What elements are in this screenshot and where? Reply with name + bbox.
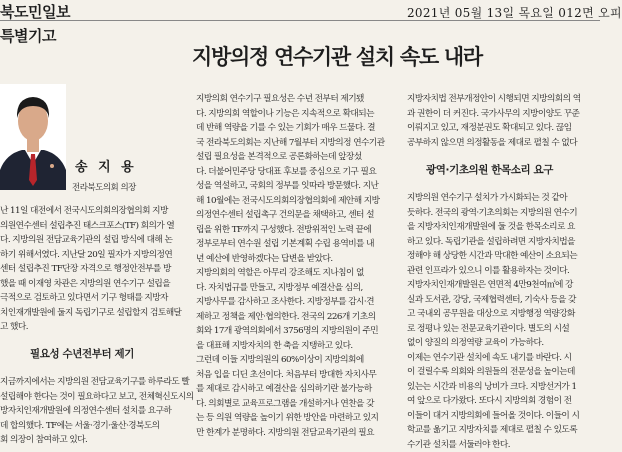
text-line: 정해야 해 상당한 시간과 막대한 예산이 소요되는 [407, 249, 600, 264]
text-line: 이 걸릴수록 의회와 의원들의 전문성을 높이는데 [407, 365, 600, 380]
text-line: 설립해야 한다는 것이 필요하다고 보고, 전체혁신도시의 [0, 390, 190, 405]
text-line: 을 지방자치인재개발원에 둘 것을 한목소리로 요 [407, 220, 600, 235]
text-line: 처음 입을 디딘 초선이다. 처음부터 방대한 자치사무 [196, 368, 401, 383]
text-line: 지방의회의 역할은 아무리 강조해도 지나침이 없 [196, 266, 401, 281]
text-line: 관련 인프라가 있으니 이를 활용하자는 것이다. [407, 264, 600, 279]
text-line: 제하고 정책을 제안·협의한다. 전국의 226개 기초의 [196, 310, 401, 325]
text-line: 를 제대로 감시하고 예결산을 심의하기란 불가능하 [196, 382, 401, 397]
text-line: 로 정평나 있는 전문교육기관이다. 별도의 시설 [407, 322, 600, 337]
text-line: 이들이 대거 지방의회에 들어올 것이다. 이들이 시 [407, 409, 600, 424]
portrait-photo-icon [0, 84, 66, 190]
text-line: 지금까지에서는 지방의원 전담교육기구를 하루라도 빨 [0, 375, 190, 390]
subheading-1: 필요성 수년전부터 제기 [30, 346, 134, 361]
dateline: 2021년 05월 13일 목요일 012면 오피 [407, 4, 622, 21]
byline [72, 156, 192, 193]
text-line: 실과 도서관, 강당, 국제협력센터, 기숙사 등을 갖 [407, 293, 600, 308]
text-line: 국 전라북도의회는 지난해 7월부터 지방의정 연수기관 [196, 136, 401, 151]
text-line: 지방자치인재개발원은 연면적 4만9천여㎡에 강 [407, 278, 600, 293]
text-line: 고 했다. [0, 320, 190, 335]
text-line: 다. 지방의회 역할이나 기능은 지속적으로 확대되는 [196, 107, 401, 122]
masthead [0, 0, 600, 21]
text-line: 이뤄지고 있고, 재정분권도 확대되고 있다. 끊임 [407, 121, 600, 136]
text-line: 년 예산에 반영하겠다는 답변을 받았다. [196, 252, 401, 267]
text-line: 다. 자치법규를 만들고, 지방정부 예결산을 심의, [196, 281, 401, 296]
portrait-photo [0, 84, 66, 190]
text-line: 지방의원 연수기구 설치가 가시화되는 것 같아 [407, 191, 600, 206]
text-line: 수기관 설치를 서둘러야 한다. [407, 438, 600, 452]
text-line: 센터 설립추진 TF단장 자격으로 행정안전부를 방 [0, 262, 190, 277]
headline: 지방의정 연수기관 설치 속도 내라 [192, 41, 482, 71]
text-line: 방자치인재개발원에 의정연수센터 설치를 요구하 [0, 404, 190, 419]
column-3 [407, 92, 600, 150]
text-line: 립을 위한 TF까지 구성했다. 전방위적인 노력 끝에 [196, 223, 401, 238]
column-1 [0, 204, 190, 335]
text-line: 학교를 옮기고 지방자치를 제대로 펼칠 수 있도록 [407, 423, 600, 438]
text-line: 을 대표해 지방자치의 한 축을 지탱하고 있다. [196, 339, 401, 354]
text-line: 는 등 의원 역량을 높이기 위한 방안을 마련하고 있지 [196, 411, 401, 426]
text-line: 과 권한이 더 커진다. 국가사무의 지방이양도 꾸준 [407, 107, 600, 122]
text-line: 회 의장이 참여하고 있다. [0, 433, 190, 448]
text-line: 데 합의했다. TF에는 서울·경기·울산·경북도의 [0, 419, 190, 434]
text-line: 정부로부터 연수원 설립 기본계획 수립 용역비를 내 [196, 237, 401, 252]
text-line: 지방사무를 감사하고 조사한다. 지방정부를 감시·견 [196, 295, 401, 310]
text-line: 만 한계가 분명하다. 지방의원 전담교육기관의 필요 [196, 426, 401, 441]
text-line: 의정연수센터 설립촉구 건의문을 채택하고, 센터 설 [196, 208, 401, 223]
subheading-2: 광역·기초의원 한목소리 요구 [426, 162, 553, 177]
text-line: 고 국내외 공무원을 대상으로 지방행정 역량강화 [407, 307, 600, 322]
text-line: 의원연수센터 설립추진 태스크포스(TF) 회의가 열 [0, 219, 190, 234]
text-line: 듯하다. 전국의 광역·기초의회는 지방의원 연수기 [407, 206, 600, 221]
text-line: 했을 때 이재영 차관은 지방의원 연수기구 설립을 [0, 277, 190, 292]
text-line: 다. 의회별로 교육프로그램을 개설하거나 연찬을 갖 [196, 397, 401, 412]
text-line: 극적으로 검토하고 있다면서 기구 형태를 지방자 [0, 291, 190, 306]
text-line: 지방자치법 전부개정안이 시행되면 지방의회의 역 [407, 92, 600, 107]
text-line: 하고 있다. 독립기관을 설립하려면 지방자치법을 [407, 235, 600, 250]
text-line: 다. 더불어민주당 당대표 후보를 중심으로 기구 필요 [196, 165, 401, 180]
text-line: 공부하지 않으면 의정활동을 제대로 펼칠 수 없다 [407, 136, 600, 151]
text-line: 난 11일 대전에서 전국시도의회의장협의회 지방 [0, 204, 190, 219]
author-role: 전라북도의회 의장 [72, 181, 192, 193]
text-line: 성을 역설하고, 국회의 정부를 잇따라 방문했다. 지난 [196, 179, 401, 194]
text-line: 하기 위해서였다. 지난달 20일 필자가 지방의정연 [0, 248, 190, 263]
text-line: 없이 양질의 의정역량 교육이 가능하다. [407, 336, 600, 351]
text-line: 지방의회 연수기구 필요성은 수년 전부터 제기됐 [196, 92, 401, 107]
text-line: 여 앞으로 다가왔다. 또다시 지방의회 경험이 전 [407, 394, 600, 409]
newspaper-name: 북도민일보 [0, 1, 70, 22]
column-1-part-2 [0, 375, 190, 448]
section-label: 특별기고 [0, 25, 56, 46]
author-name: 송 지 용 [75, 156, 192, 175]
text-line: 그런데 이들 지방의원의 60%이상이 지방의회에 [196, 353, 401, 368]
column-3-part-2 [407, 191, 600, 452]
text-line: 데 반해 역량을 기를 수 있는 기회가 매우 드물다. 결 [196, 121, 401, 136]
text-line: 다. 지방의원 전담교육기관의 설립 방식에 대해 논 [0, 233, 190, 248]
text-line: 설립 필요성을 본격적으로 공론화하는데 앞장섰 [196, 150, 401, 165]
text-line: 있는는 시간과 비용의 낭비가 크다. 지방선거가 1 [407, 380, 600, 395]
text-line: 이제는 연수기관 설치에 속도 내기를 바란다. 시 [407, 351, 600, 366]
text-line: 회와 17개 광역의회에서 3756명의 지방의원이 주민 [196, 324, 401, 339]
column-2 [196, 92, 401, 440]
text-line: 치인재개발원에 둘지 독립기구로 설립할지 검토해달 [0, 306, 190, 321]
text-line: 해 10월에는 전국시도의회의장협의회에 제안해 지방 [196, 194, 401, 209]
